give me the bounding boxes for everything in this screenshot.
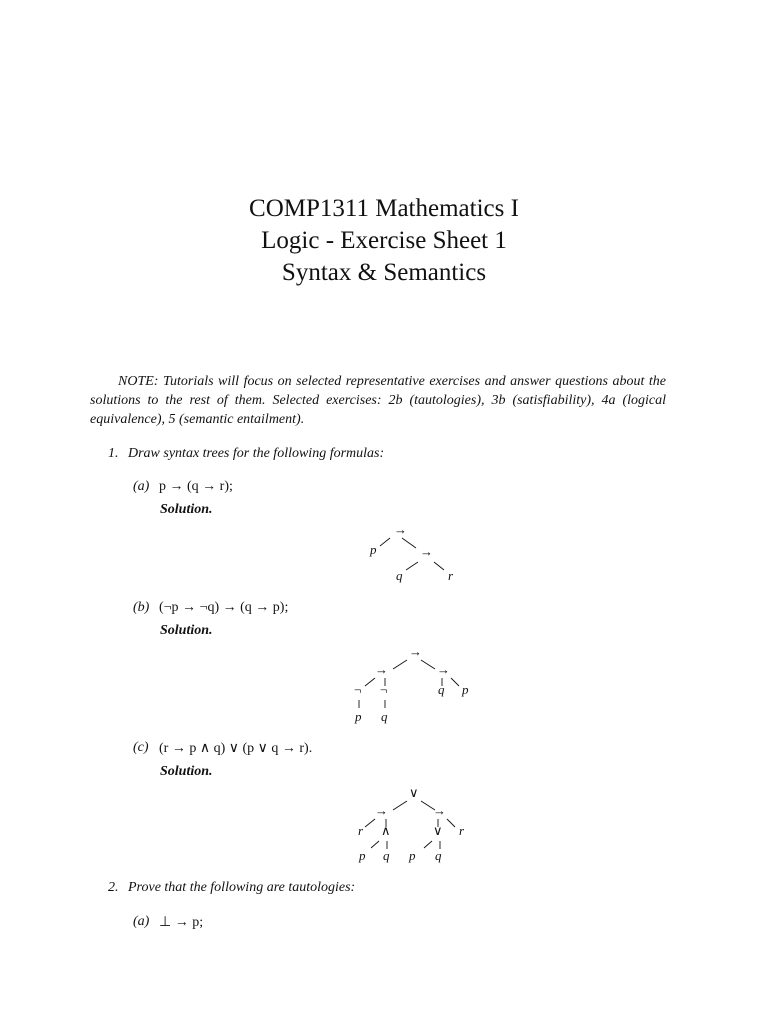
exercise-1b-formula: (¬p → ¬q) → (q → p); [159,600,289,615]
document-title [0,193,768,289]
tree-1a-edge [380,538,390,546]
tree-1b-rl: q [438,682,445,697]
tree-1b-edge [451,678,459,686]
exercise-1a-label: (a) [133,479,150,494]
tree-1c-lrr: q [383,848,390,863]
title-line-topic: Syntax & Semantics [281,259,487,286]
tree-1c-lrl: p [359,848,366,863]
tree-1b-root: → [409,644,422,659]
tree-1b-lll: p [355,709,362,724]
exercise-2a-label: (a) [133,914,150,929]
tree-1a-right: → [420,544,433,559]
exercise-1a-formula: p → (q → r); [159,479,233,494]
tree-1c-r: → [433,803,446,818]
title-line-course: COMP1311 Mathematics I [249,195,519,222]
tree-1b-edge [393,660,407,669]
exercise-1c-solution-label: Solution. [160,764,213,779]
exercise-1b-label: (b) [133,600,150,615]
exercise-1-number: 1. [108,446,119,461]
exercise-1b-solution-label: Solution. [160,623,213,638]
tree-1c-edge [447,819,455,827]
tree-1c-rll: p [409,848,416,863]
tree-1c-rl: ∨ [433,823,443,838]
tree-1c-ll: r [358,823,364,838]
title-line-sheet: Logic - Exercise Sheet 1 [261,227,507,254]
exercise-1c-formula: (r → p ∧ q) ∨ (p ∨ q → r). [159,741,313,756]
tree-1b-lr: ¬ [380,682,388,697]
tree-1a-edge [402,538,416,548]
tree-1b-lrl: q [381,709,388,724]
tree-1b-rr: p [462,682,469,697]
exercise-1c-label: (c) [133,740,149,755]
tree-1b-edge [365,678,375,686]
exercise-2-number: 2. [108,880,119,895]
tree-1a-right-right: r [448,568,454,583]
tree-1c-edge [424,841,432,848]
exercise-1-prompt: Draw syntax trees for the following formulas: [128,446,385,461]
tree-1a-left: p [370,542,377,557]
tree-1a-edge [434,562,444,570]
exercise-2-prompt: Prove that the following are tautologies: [128,880,356,895]
tree-1c-edge [371,841,379,848]
tree-1a-root: → [394,522,407,537]
syntax-tree-1b [345,643,485,728]
exercise-2a-formula: ⊥ → p; [159,915,204,930]
tree-1c-rr: r [459,823,465,838]
tree-1b-l: → [375,662,388,677]
tree-1c-root: ∨ [409,785,419,800]
tree-1a-edge [406,562,418,570]
tree-1a-right-left: q [396,568,403,583]
tree-1c-l: → [375,803,388,818]
exercise-1a-solution-label: Solution. [160,502,213,517]
tutorial-note: NOTE: Tutorials will focus on selected representative exercises and answer questions about the solutions to the rest of them. Selected exercises: 2b (tautologies), 3b (satisfiability), 4a (logical equivalence), 5 (semantic entailment). [90,374,666,427]
tree-1c-lr: ∧ [381,823,391,838]
tree-1c-edge [393,801,407,810]
tree-1b-r: → [437,662,450,677]
syntax-tree-1c [345,784,485,869]
tree-1b-ll: ¬ [354,682,362,697]
tree-1c-rlr: q [435,848,442,863]
syntax-tree-1a [360,520,470,585]
tree-1c-edge [365,819,375,827]
tree-1b-edge [421,660,435,669]
